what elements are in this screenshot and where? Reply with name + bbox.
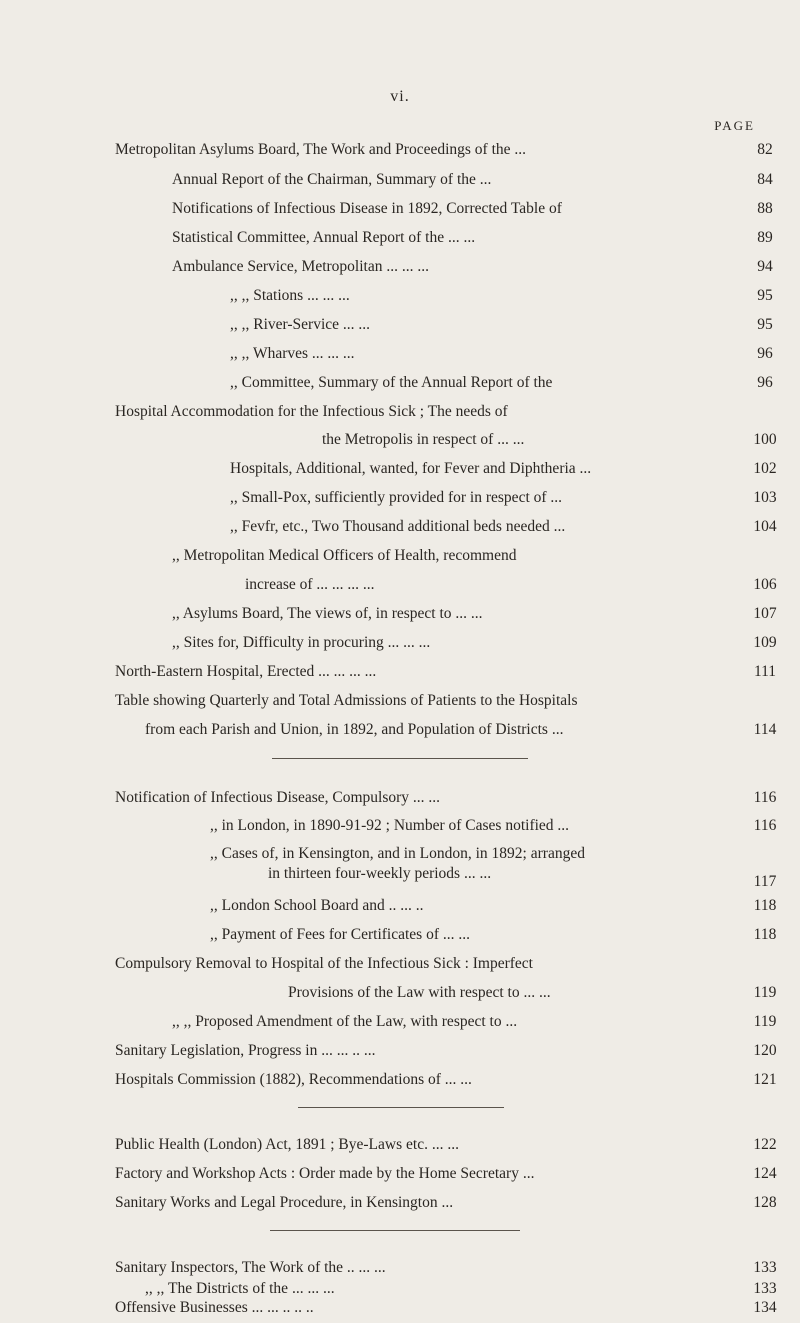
index-entry: ,, Asylums Board, The views of, in respect to ... ... [172,605,483,622]
index-entry: ,, Small-Pox, sufficiently provided for in respect of ... [230,489,563,506]
index-entry: ,, Sites for, Difficulty in procuring ... ... ... [172,634,431,651]
index-entry: Metropolitan Asylums Board, The Work and Proceedings of the ... [115,141,527,158]
index-page-ref: 124 [753,1165,777,1182]
index-page-ref: 106 [753,576,777,593]
index-entry: the Metropolis in respect of ... ... [322,431,525,448]
index-entry: ,, Committee, Summary of the Annual Report of the [230,374,553,391]
index-page-ref: 94 [757,258,773,275]
index-entry: ,, ,, River-Service ... ... [230,316,371,333]
index-entry: Offensive Businesses ... ... .. .. .. [115,1299,314,1316]
index-entry: ,, ,, The Districts of the ... ... ... [145,1280,335,1297]
index-page-ref: 116 [753,817,777,834]
section-divider [272,758,528,759]
index-entry: ,, ,, Wharves ... ... ... [230,345,355,362]
page-number: vi. [390,88,410,105]
index-page-ref: 96 [757,345,773,362]
index-entry: ,, ,, Proposed Amendment of the Law, with respect to ... [172,1013,518,1030]
index-page-ref: 119 [753,984,777,1001]
index-entry: Compulsory Removal to Hospital of the Infectious Sick : Imperfect [115,955,533,972]
index-page-ref: 111 [753,663,777,680]
index-entry: Provisions of the Law with respect to ... ... [288,984,551,1001]
index-page-ref: 103 [753,489,777,506]
index-entry: Hospitals, Additional, wanted, for Fever and Diphtheria ... [230,460,592,477]
index-page-ref: 82 [757,141,773,158]
index-entry: in thirteen four-weekly periods ... ... [268,865,492,882]
index-page-ref: 133 [753,1280,777,1297]
index-entry: from each Parish and Union, in 1892, and Population of Districts ... [145,721,564,738]
index-entry: Table showing Quarterly and Total Admissions of Patients to the Hospitals [115,692,578,709]
index-entry: Hospital Accommodation for the Infectious Sick ; The needs of [115,403,508,420]
index-entry: ,, London School Board and .. ... .. [210,897,424,914]
section-divider [298,1107,504,1108]
index-entry: ,, Metropolitan Medical Officers of Health, recommend [172,547,517,564]
index-page-ref: 118 [753,926,777,943]
index-page-ref: 107 [753,605,777,622]
index-page-ref: 100 [753,431,777,448]
index-entry: ,, Cases of, in Kensington, and in London, in 1892; arranged [210,845,585,862]
index-entry: Statistical Committee, Annual Report of the ... ... [172,229,476,246]
index-page-ref: 109 [753,634,777,651]
index-page-ref: 122 [753,1136,777,1153]
index-entry: Hospitals Commission (1882), Recommendations of ... ... [115,1071,472,1088]
index-page-ref: 133 [753,1259,777,1276]
index-page-ref: 84 [757,171,773,188]
index-page-ref: 134 [753,1299,777,1316]
index-entry: Factory and Workshop Acts : Order made by the Home Secretary ... [115,1165,535,1182]
index-entry: North-Eastern Hospital, Erected ... ... ... ... [115,663,377,680]
index-entry: Sanitary Works and Legal Procedure, in Kensington ... [115,1194,454,1211]
index-entry: Notification of Infectious Disease, Compulsory ... ... [115,789,441,806]
index-page-ref: 128 [753,1194,777,1211]
index-entry: ,, Fevfr, etc., Two Thousand additional beds needed ... [230,518,566,535]
index-entry: ,, in London, in 1890-91-92 ; Number of Cases notified ... [210,817,570,834]
index-entry: ,, Payment of Fees for Certificates of ... ... [210,926,470,943]
index-entry: Public Health (London) Act, 1891 ; Bye-Laws etc. ... ... [115,1136,459,1153]
index-page-ref: 119 [753,1013,777,1030]
index-page-ref: 116 [753,789,777,806]
index-page-ref: 114 [753,721,777,738]
index-page-ref: 95 [757,287,773,304]
index-entry: Annual Report of the Chairman, Summary of the ... [172,171,492,188]
index-page-ref: 118 [753,897,777,914]
page-column-header: PAGE [714,118,755,133]
index-page-ref: 102 [753,460,777,477]
index-page-ref: 120 [753,1042,777,1059]
index-page-ref: 121 [753,1071,777,1088]
index-entry: increase of ... ... ... ... [245,576,375,593]
index-entry: Sanitary Legislation, Progress in ... ... .. ... [115,1042,376,1059]
index-entry: Ambulance Service, Metropolitan ... ... ... [172,258,429,275]
index-entry: Notifications of Infectious Disease in 1892, Corrected Table of [172,200,562,217]
index-page-ref: 104 [753,518,777,535]
index-page-ref: 117 [753,873,777,890]
index-page-ref: 88 [757,200,773,217]
index-page-ref: 96 [757,374,773,391]
section-divider [270,1230,520,1231]
index-page-ref: 95 [757,316,773,333]
index-entry: ,, ,, Stations ... ... ... [230,287,350,304]
index-page-ref: 89 [757,229,773,246]
index-entry: Sanitary Inspectors, The Work of the .. ... ... [115,1259,386,1276]
